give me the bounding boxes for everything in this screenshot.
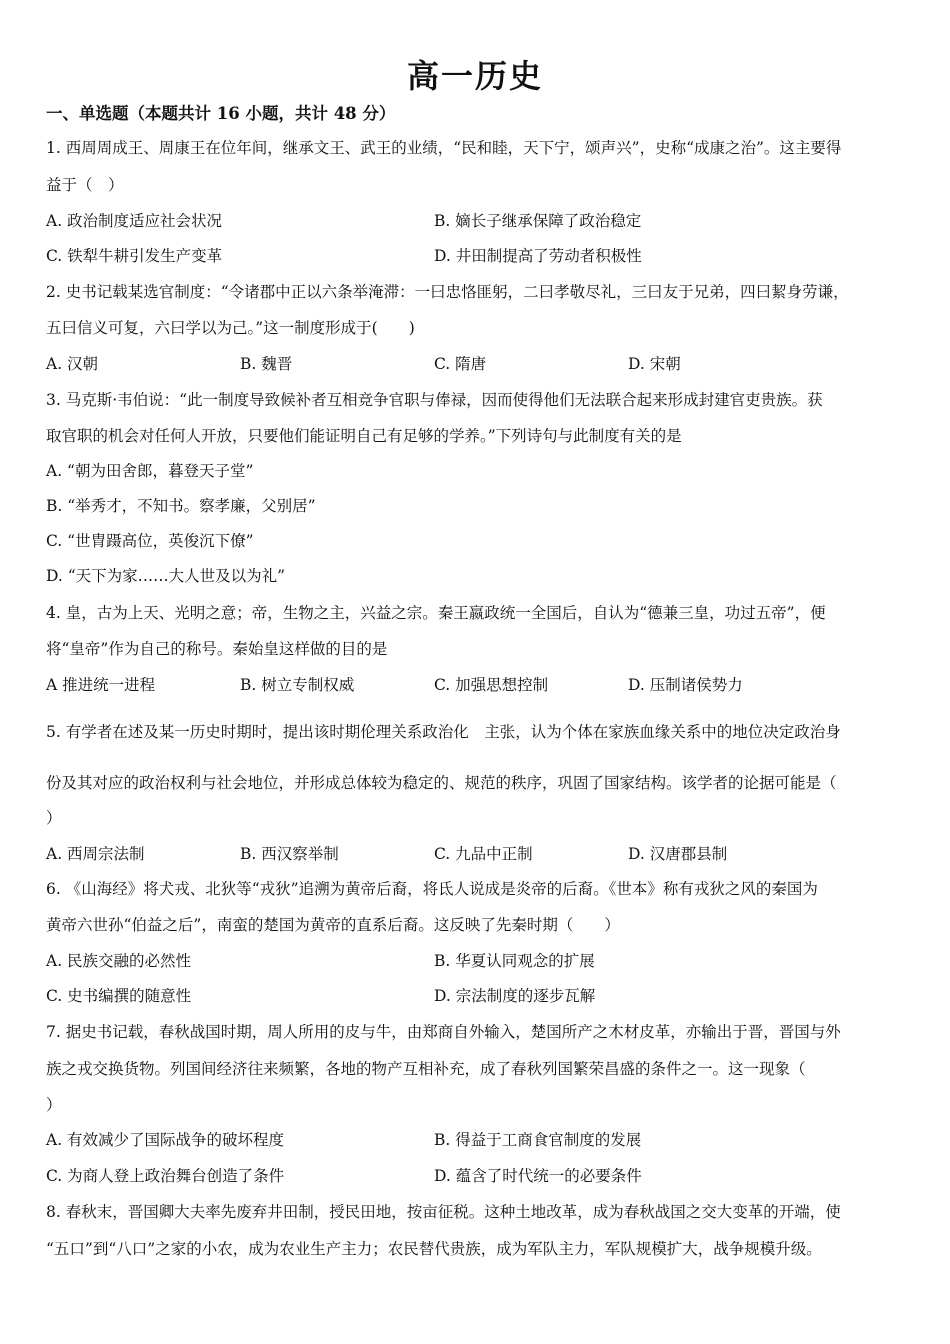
question-1-option-a: A. 政治制度适应社会状况 [46,212,223,230]
question-6-line-2: 黄帝六世孙“伯益之后”，南蛮的楚国为黄帝的直系后裔。这反映了先秦时期（ ） [46,916,620,934]
question-7-option-b: B. 得益于工商食官制度的发展 [434,1131,642,1149]
question-4-option-c: C. 加强思想控制 [434,676,549,694]
question-7-line-2: 族之戎交换货物。列国间经济往来频繁，各地的物产互相补充，成了春秋列国繁荣昌盛的条件之一。这一现象（ [46,1060,806,1078]
page-title: 高一历史 [406,57,543,95]
question-5-line-1: 5. 有学者在述及某一历史时期时，提出该时期伦理关系政治化 主张，认为个体在家族血缘关系中的地位决定政治身 [46,723,841,741]
question-1-option-d: D. 井田制提高了劳动者积极性 [434,247,642,265]
question-6-option-a: A. 民族交融的必然性 [46,952,192,970]
question-5-line-3: ） [46,809,62,827]
question-4-line-2: 将“皇帝”作为自己的称号。秦始皇这样做的目的是 [46,640,388,658]
question-2-option-a: A. 汉朝 [46,355,99,373]
question-2-option-c: C. 隋唐 [434,355,487,373]
question-5-option-c: C. 九品中正制 [434,845,533,863]
question-7-option-a: A. 有效减少了国际战争的破坏程度 [46,1131,285,1149]
question-3-option-c: C. “世胄蹑高位，英俊沉下僚” [46,532,254,550]
section-heading: 一、单选题（本题共计 16 小题，共计 48 分） [46,104,396,123]
question-1-option-c: C. 铁犁牛耕引发生产变革 [46,247,223,265]
question-6-option-d: D. 宗法制度的逐步瓦解 [434,987,596,1005]
question-6-line-1: 6. 《山海经》将犬戎、北狄等“戎狄”追溯为黄帝后裔，将氐人说成是炎帝的后裔。《世本》称有戎狄之风的秦国为 [46,880,818,898]
question-8-line-2: “五口”到“八口”之家的小农，成为农业生产主力；农民替代贵族，成为军队主力，军队规模扩大，战争规模升级。 [46,1240,822,1258]
question-2-option-d: D. 宋朝 [628,355,681,373]
question-4-option-b: B. 树立专制权威 [240,676,355,694]
question-7-option-d: D. 蕴含了时代统一的必要条件 [434,1167,642,1185]
question-2-line-1: 2. 史书记载某选官制度：“令诸郡中正以六条举淹滞：一曰忠恪匪躬，二曰孝敬尽礼，三曰友于兄弟，四曰絜身劳谦， [46,283,849,301]
question-6-option-c: C. 史书编撰的随意性 [46,987,192,1005]
question-5-line-2: 份及其对应的政治权利与社会地位，并形成总体较为稳定的、规范的秩序，巩固了国家结构。该学者的论据可能是（ [46,774,837,792]
question-6-option-b: B. 华夏认同观念的扩展 [434,952,595,970]
question-8-line-1: 8. 春秋末，晋国卿大夫率先废弃井田制，授民田地，按亩征税。这种土地改革，成为春秋战国之交大变革的开端，使 [46,1203,841,1221]
question-7-line-3: ） [46,1096,62,1114]
question-1-line-2: 益于（ ） [46,176,124,194]
question-1-option-b: B. 嫡长子继承保障了政治稳定 [434,212,642,230]
question-3-option-a: A. “朝为田舍郎，暮登天子堂” [46,462,254,480]
question-4-option-a: A 推进统一进程 [46,676,156,694]
question-2-line-2: 五曰信义可复，六曰学以为己。”这一制度形成于( ) [46,319,415,337]
question-3-line-1: 3. 马克斯·韦伯说：“此一制度导致候补者互相竞争官职与俸禄，因而使得他们无法联合起来形成封建官吏贵族。获 [46,391,823,409]
question-3-option-d: D. “天下为家……大人世及以为礼” [46,567,286,585]
question-5-option-b: B. 西汉察举制 [240,845,339,863]
question-5-option-d: D. 汉唐郡县制 [628,845,728,863]
question-2-option-b: B. 魏晋 [240,355,293,373]
question-5-option-a: A. 西周宗法制 [46,845,145,863]
question-4-line-1: 4. 皇，古为上天、光明之意；帝，生物之主，兴益之宗。秦王嬴政统一全国后，自认为“德兼三皇，功过五帝”，便 [46,604,826,622]
question-1-line-1: 1. 西周周成王、周康王在位年间，继承文王、武王的业绩，“民和睦，天下宁，颂声兴”，史称“成康之治”。这主要得 [46,139,842,157]
question-7-option-c: C. 为商人登上政治舞台创造了条件 [46,1167,285,1185]
question-7-line-1: 7. 据史书记载，春秋战国时期，周人所用的皮与牛，由郑商自外输入，楚国所产之木材皮革，亦输出于晋，晋国与外 [46,1023,841,1041]
question-3-option-b: B. “举秀才，不知书。察孝廉，父别居” [46,497,316,515]
question-4-option-d: D. 压制诸侯势力 [628,676,743,694]
question-3-line-2: 取官职的机会对任何人开放，只要他们能证明自己有足够的学养。”下列诗句与此制度有关的是 [46,427,682,445]
